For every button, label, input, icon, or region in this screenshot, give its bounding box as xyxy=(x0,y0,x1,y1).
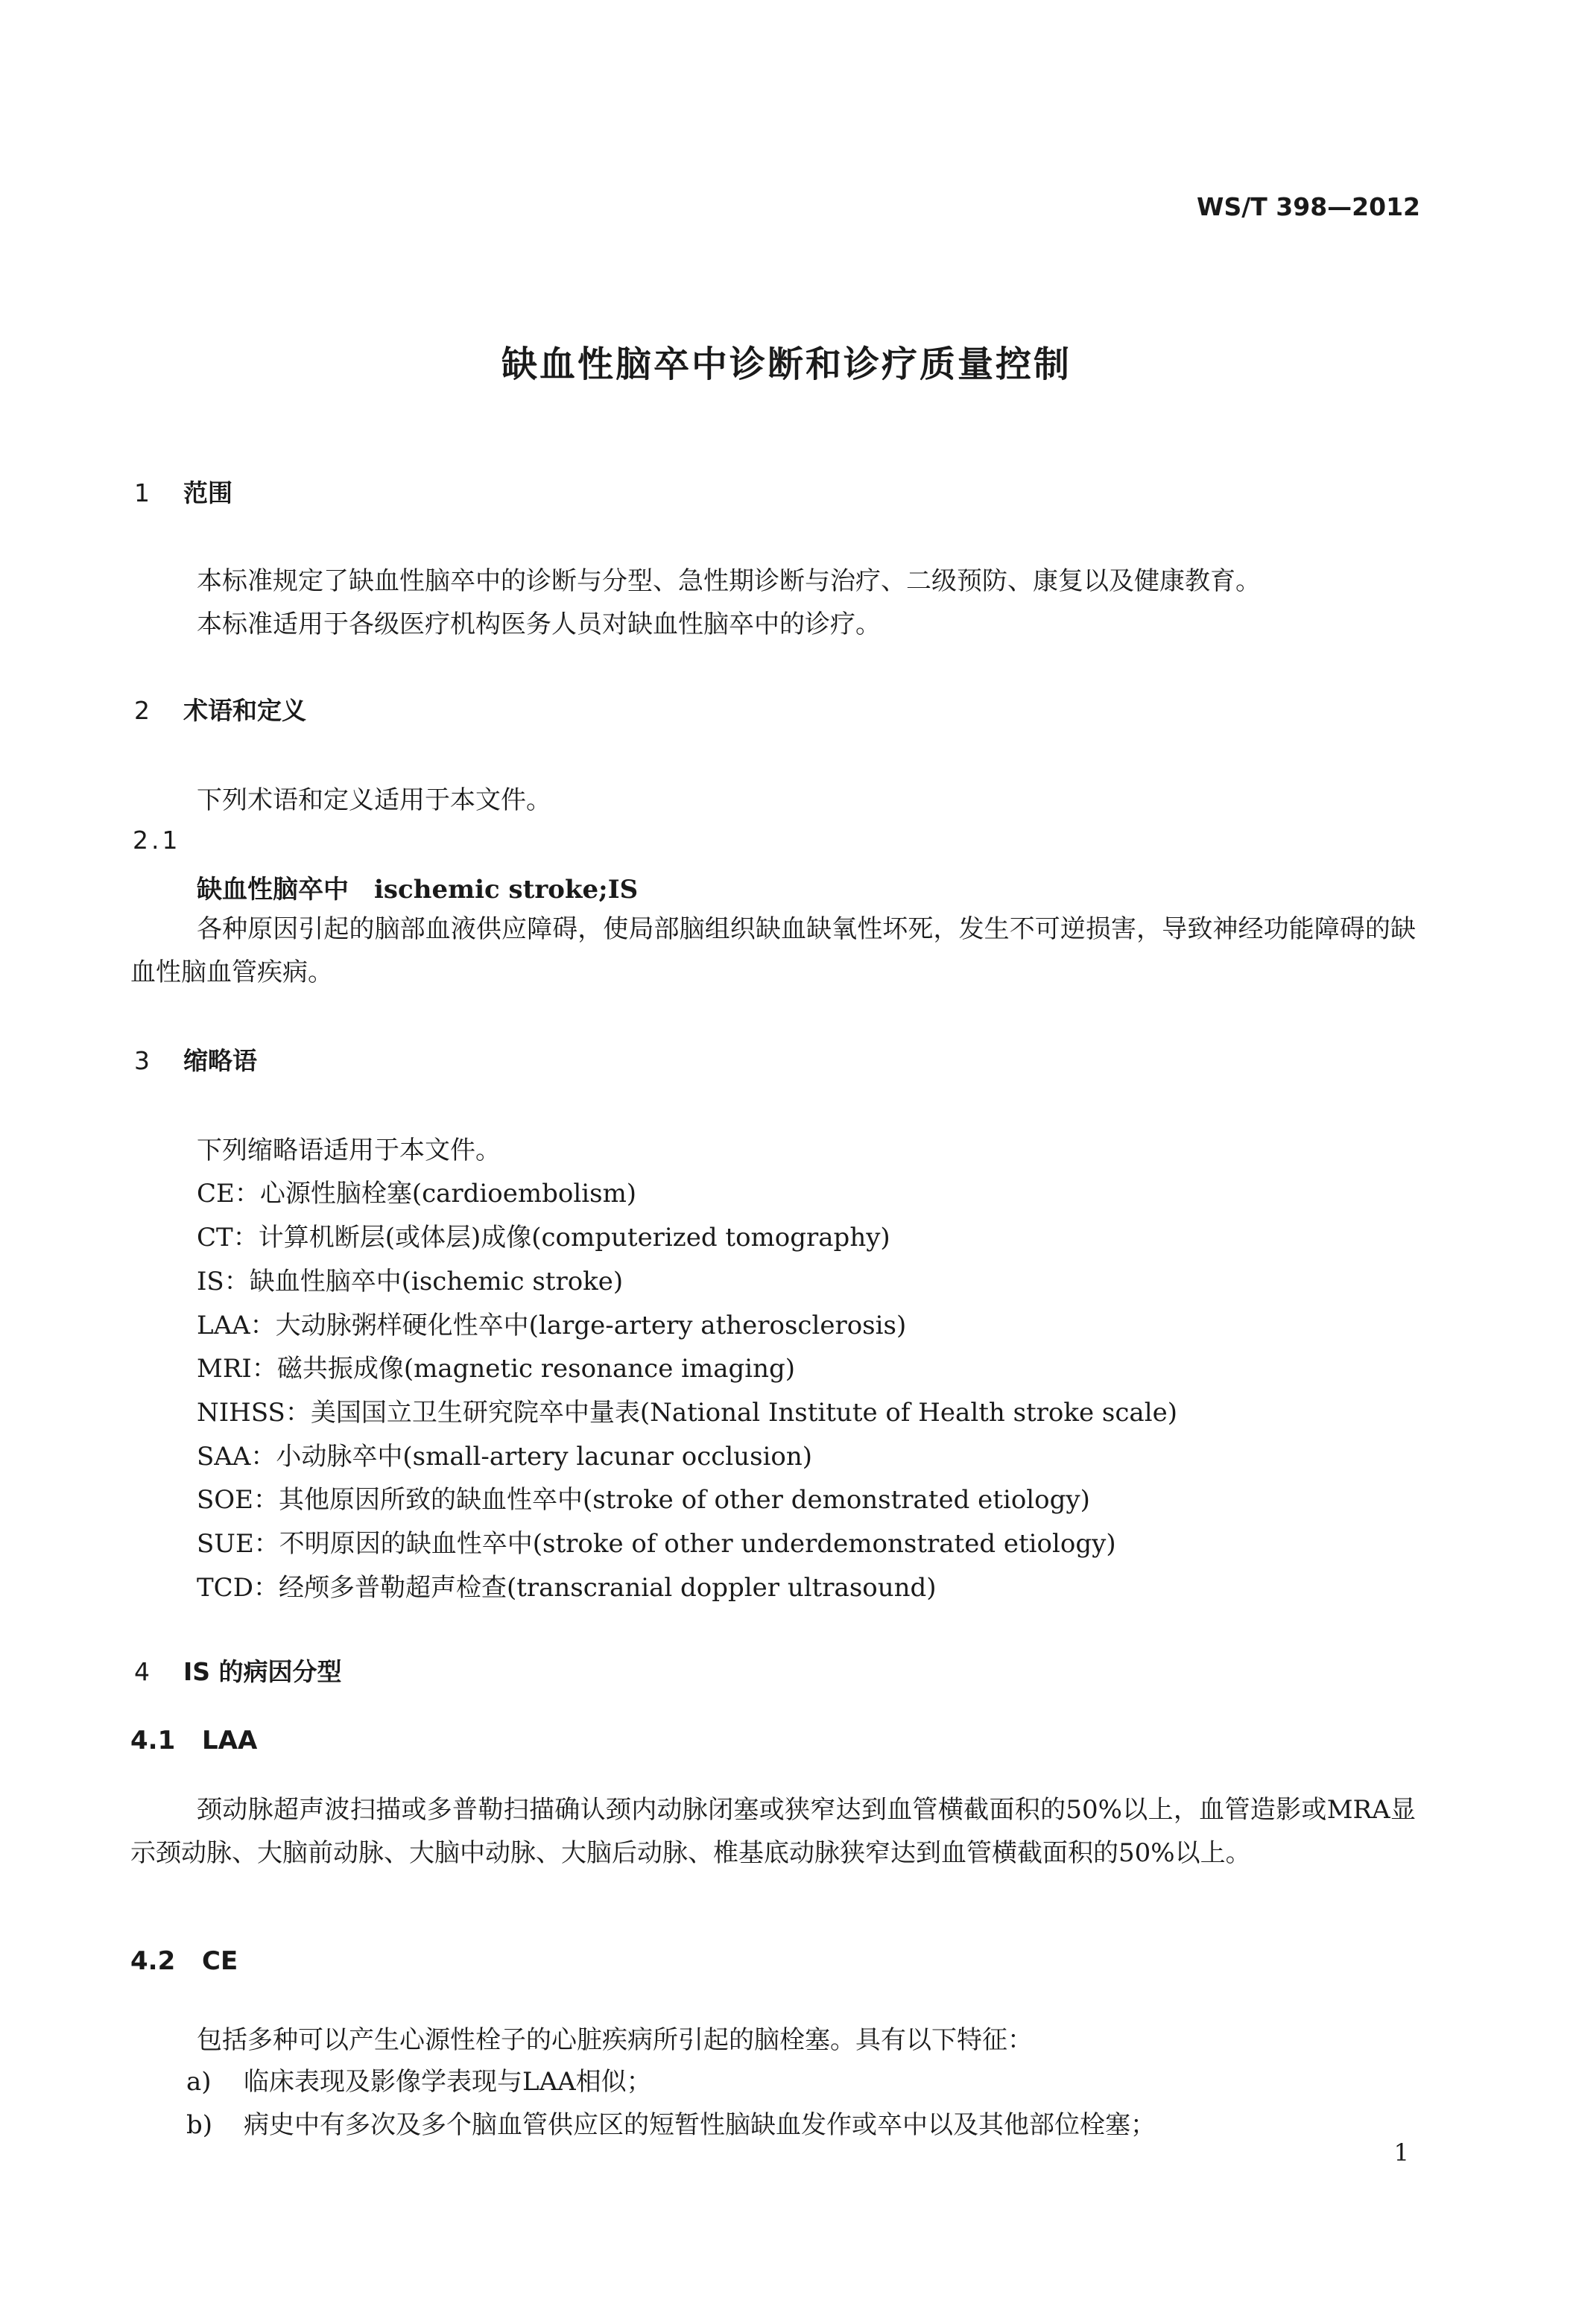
subsection-4-1-text: 颈动脉超声波扫描或多普勒扫描确认颈内动脉闭塞或狭窄达到血管横截面积的50%以上，血管造影或MRA显示颈动脉、大脑前动脉、大脑中动脉、大脑后动脉、椎基底动脉狭窄达到血管横截面积的50%以上。 xyxy=(130,1795,1416,1868)
abbreviation-mri: MRI：磁共振成像(magnetic resonance imaging) xyxy=(197,1354,796,1384)
list-item-b-label: b) xyxy=(186,2110,213,2140)
subsection-4-1-title: LAA xyxy=(202,1726,258,1755)
term-english: ischemic stroke;IS xyxy=(374,875,639,905)
section-1-paragraph-2: 本标准适用于各级医疗机构医务人员对缺血性脑卒中的诊疗。 xyxy=(197,610,881,639)
section-1-number: 1 xyxy=(134,478,150,507)
section-4-number: 4 xyxy=(134,1657,150,1686)
abbreviation-soe: SOE：其他原因所致的缺血性卒中(stroke of other demonstrated etiology) xyxy=(197,1485,1090,1515)
section-3-number: 3 xyxy=(134,1046,150,1075)
page-title: 缺血性脑卒中诊断和诊疗质量控制 xyxy=(501,343,1072,385)
section-2-title: 术语和定义 xyxy=(183,696,306,725)
list-item-b-text: 病史中有多次及多个脑血管供应区的短暂性脑缺血发作或卒中以及其他部位栓塞； xyxy=(244,2110,1156,2140)
section-1-heading xyxy=(134,474,232,509)
term-definition: 各种原因引起的脑部血液供应障碍，使局部脑组织缺血缺氧性坏死，发生不可逆损害，导致神经功能障碍的缺血性脑血管疾病。 xyxy=(130,914,1416,987)
section-2-heading xyxy=(134,691,306,726)
abbreviation-laa: LAA：大动脉粥样硬化性卒中(large-artery atherosclerosis) xyxy=(197,1311,907,1340)
page-number: 1 xyxy=(1393,2138,1409,2167)
subsection-4-2-heading xyxy=(130,1946,238,1976)
section-3-intro: 下列缩略语适用于本文件。 xyxy=(197,1136,501,1165)
subsection-4-1-number: 4.1 xyxy=(130,1726,176,1755)
section-3-heading xyxy=(134,1042,257,1077)
subsection-4-2-title: CE xyxy=(202,1946,238,1976)
list-item-a-text: 临床表现及影像学表现与LAA相似； xyxy=(244,2067,652,2097)
list-item-a xyxy=(186,2061,652,2097)
section-1-title: 范围 xyxy=(183,478,232,507)
section-4-title: IS 的病因分型 xyxy=(183,1657,342,1686)
section-3-title: 缩略语 xyxy=(183,1046,257,1075)
abbreviation-tcd: TCD：经颅多普勒超声检查(transcranial doppler ultrasound) xyxy=(197,1573,937,1603)
abbreviation-ce: CE：心源性脑栓塞(cardioembolism) xyxy=(197,1179,637,1209)
term-chinese: 缺血性脑卒中 xyxy=(197,875,349,905)
abbreviation-ct: CT：计算机断层(或体层)成像(computerized tomography) xyxy=(197,1223,890,1253)
standard-number: WS/T 398—2012 xyxy=(1197,192,1420,221)
abbreviation-nihss: NIHSS：美国国立卫生研究院卒中量表(National Institute of Health stroke scale) xyxy=(197,1398,1177,1428)
section-1-paragraph-1: 本标准规定了缺血性脑卒中的诊断与分型、急性期诊断与治疗、二级预防、康复以及健康教育。 xyxy=(197,566,1261,596)
abbreviation-is: IS：缺血性脑卒中(ischemic stroke) xyxy=(197,1267,624,1296)
section-2-number: 2 xyxy=(134,696,150,725)
term-entry xyxy=(197,869,638,905)
subsection-4-2-intro: 包括多种可以产生心源性栓子的心脏疾病所引起的脑栓塞。具有以下特征： xyxy=(197,2025,1033,2055)
abbreviation-saa: SAA：小动脉卒中(small-artery lacunar occlusion) xyxy=(197,1442,813,1472)
subsection-4-1-heading xyxy=(130,1726,257,1755)
section-4-heading xyxy=(134,1653,342,1688)
subsection-2-1-number: 2.1 xyxy=(133,826,181,855)
abbreviation-sue: SUE：不明原因的缺血性卒中(stroke of other underdemonstrated etiology) xyxy=(197,1529,1116,1559)
list-item-b xyxy=(186,2104,1156,2141)
section-2-intro: 下列术语和定义适用于本文件。 xyxy=(197,785,551,815)
list-item-a-label: a) xyxy=(186,2067,212,2097)
subsection-4-2-number: 4.2 xyxy=(130,1946,176,1976)
